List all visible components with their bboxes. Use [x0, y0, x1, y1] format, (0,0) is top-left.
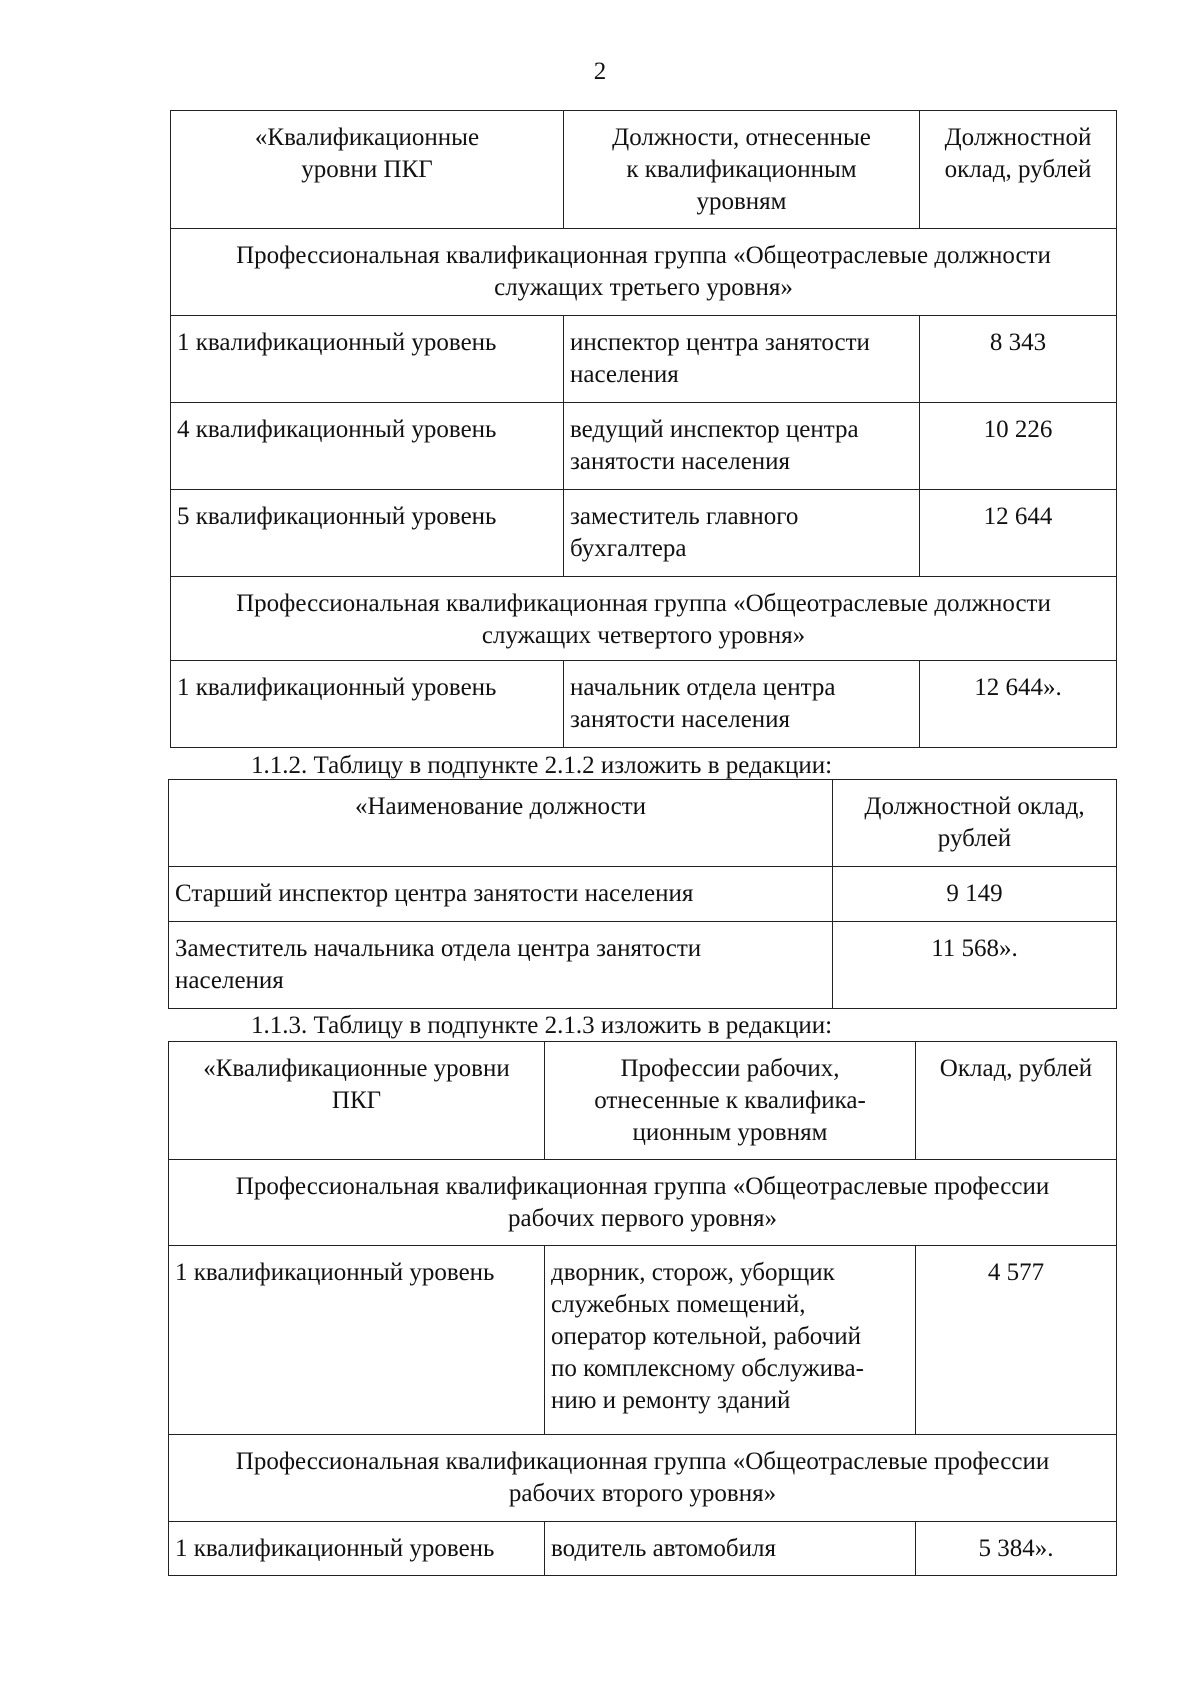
salary-cell: 12 644 [920, 490, 1117, 577]
table-worker-professions [168, 1041, 1117, 1576]
header-professions: Профессии рабочих, отнесенные к квалифика- ционным уровням [545, 1042, 916, 1160]
salary-cell: 4 577 [916, 1246, 1117, 1435]
group-title: Профессиональная квалификационная группа «Общеотраслевые должности служащих третьего уровня» [171, 229, 1117, 316]
header-qual-levels: «Квалификационные уровни ПКГ [169, 1042, 545, 1160]
table-row [169, 922, 1117, 1009]
group-row [171, 229, 1117, 316]
page-number: 2 [593, 58, 607, 85]
level-cell: 4 квалификационный уровень [171, 403, 564, 490]
table-row [169, 1246, 1117, 1435]
header-salary: Должностной оклад, рублей [833, 780, 1117, 867]
position-cell: заместитель главного бухгалтера [564, 490, 920, 577]
position-name-cell: Заместитель начальника отдела центра занятости населения [169, 922, 833, 1009]
salary-cell: 10 226 [920, 403, 1117, 490]
table-row [171, 316, 1117, 403]
group-title: Профессиональная квалификационная группа «Общеотраслевые профессии рабочих первого уровня» [169, 1160, 1117, 1246]
level-cell: 1 квалификационный уровень [169, 1522, 545, 1576]
section-intro-1-1-2: 1.1.2. Таблицу в подпункте 2.1.2 изложить в редакции: [251, 752, 833, 779]
salary-cell: 8 343 [920, 316, 1117, 403]
table-row [171, 403, 1117, 490]
table-positions-employees [170, 110, 1117, 748]
header-qual-levels: «Квалификационные уровни ПКГ [171, 111, 564, 229]
group-row [169, 1435, 1117, 1522]
header-positions: Должности, отнесенные к квалификационным уровням [564, 111, 920, 229]
position-cell: начальник отдела центра занятости населения [564, 661, 920, 748]
position-cell: ведущий инспектор центра занятости населения [564, 403, 920, 490]
header-salary: Оклад, рублей [916, 1042, 1117, 1160]
group-title: Профессиональная квалификационная группа «Общеотраслевые профессии рабочих второго уровня» [169, 1435, 1117, 1522]
salary-cell: 12 644». [920, 661, 1117, 748]
table-header-row [171, 111, 1117, 229]
level-cell: 1 квалификационный уровень [171, 661, 564, 748]
table-row [171, 490, 1117, 577]
section-intro-1-1-3: 1.1.3. Таблицу в подпункте 2.1.3 изложить в редакции: [251, 1012, 833, 1039]
level-cell: 1 квалификационный уровень [169, 1246, 545, 1435]
profession-cell: водитель автомобиля [545, 1522, 916, 1576]
header-position-name: «Наименование должности [169, 780, 833, 867]
salary-cell: 9 149 [833, 867, 1117, 922]
table-row [171, 661, 1117, 748]
salary-cell: 11 568». [833, 922, 1117, 1009]
group-row [169, 1160, 1117, 1246]
table-header-row [169, 1042, 1117, 1160]
table-positions-simple [168, 779, 1117, 1009]
header-salary: Должностной оклад, рублей [920, 111, 1117, 229]
table-row [169, 1522, 1117, 1576]
group-row [171, 577, 1117, 661]
table-row [169, 867, 1117, 922]
position-cell: инспектор центра занятости населения [564, 316, 920, 403]
level-cell: 1 квалификационный уровень [171, 316, 564, 403]
level-cell: 5 квалификационный уровень [171, 490, 564, 577]
profession-cell: дворник, сторож, уборщик служебных помещений, оператор котельной, рабочий по комплексному обслужива- нию и ремонту зданий [545, 1246, 916, 1435]
group-title: Профессиональная квалификационная группа «Общеотраслевые должности служащих четвертого уровня» [171, 577, 1117, 661]
position-name-cell: Старший инспектор центра занятости населения [169, 867, 833, 922]
salary-cell: 5 384». [916, 1522, 1117, 1576]
table-header-row [169, 780, 1117, 867]
